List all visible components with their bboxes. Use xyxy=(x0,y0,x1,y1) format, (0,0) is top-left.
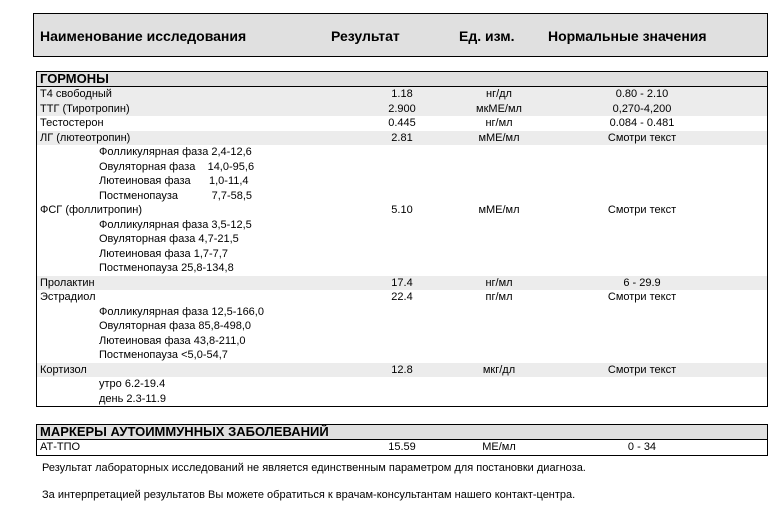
reference-row xyxy=(37,218,767,233)
table-row xyxy=(37,276,767,291)
reference-row xyxy=(37,247,767,262)
reference-row xyxy=(37,334,767,349)
section-title: ГОРМОНЫ xyxy=(37,72,767,87)
reference-range: утро 6.2-19.4 xyxy=(99,378,166,390)
hormones-rows xyxy=(37,87,767,406)
reference-range: Овуляторная фаза 14,0-95,6 xyxy=(99,160,255,173)
reference-range: Лютеиновая фаза 1,0-11,4 xyxy=(99,175,249,187)
test-result: 0.445 xyxy=(388,117,416,129)
reference-range: Лютеиновая фаза 1,7-7,7 xyxy=(99,247,228,260)
header-unit: Ед. изм. xyxy=(459,28,515,44)
test-name: Т4 свободный xyxy=(40,88,112,100)
reference-range: Фолликулярная фаза 2,4-12,6 xyxy=(99,146,252,158)
table-row xyxy=(37,440,767,455)
test-name: ЛГ (лютеотропин) xyxy=(40,131,131,144)
reference-row xyxy=(37,232,767,247)
test-unit: мкг/дл xyxy=(482,363,516,376)
table-row xyxy=(37,290,767,305)
hormones-section xyxy=(36,71,768,407)
test-result: 2.900 xyxy=(388,102,416,115)
table-row xyxy=(37,87,767,102)
reference-range: Фолликулярная фаза 3,5-12,5 xyxy=(99,218,252,231)
table-row xyxy=(37,116,767,131)
header-result: Результат xyxy=(331,28,400,44)
test-norm: 0.084 - 0.481 xyxy=(609,117,675,129)
header-name: Наименование исследования xyxy=(40,28,247,44)
test-name: Пролактин xyxy=(40,276,95,289)
test-unit: МЕ/мл xyxy=(482,441,516,453)
test-name: ФСГ (фоллитропин) xyxy=(40,204,143,216)
test-result: 1.18 xyxy=(391,88,413,100)
test-result: 2.81 xyxy=(391,131,413,144)
test-unit: мМЕ/мл xyxy=(478,204,520,216)
test-name: Кортизол xyxy=(40,363,87,376)
test-unit: нг/мл xyxy=(485,117,513,129)
test-name: ТТГ (Тиротропин) xyxy=(40,102,130,115)
autoimmune-rows xyxy=(37,440,767,455)
reference-row xyxy=(37,348,767,363)
reference-row xyxy=(37,392,767,407)
test-norm: Смотри текст xyxy=(607,204,677,216)
test-result: 5.10 xyxy=(391,204,413,216)
test-unit: мМЕ/мл xyxy=(478,131,520,144)
test-norm: 0.80 - 2.10 xyxy=(615,88,669,100)
header-norm: Нормальные значения xyxy=(548,28,707,44)
reference-row xyxy=(37,377,767,392)
reference-row xyxy=(37,305,767,320)
test-result: 15.59 xyxy=(388,441,416,453)
reference-range: Овуляторная фаза 85,8-498,0 xyxy=(99,320,252,332)
test-norm: Смотри текст xyxy=(607,363,677,376)
test-norm: Смотри текст xyxy=(607,131,677,144)
test-unit: нг/мл xyxy=(485,276,513,289)
reference-row xyxy=(37,145,767,160)
table-header xyxy=(33,13,768,57)
table-row xyxy=(37,363,767,378)
reference-row xyxy=(37,160,767,175)
reference-range: Овуляторная фаза 4,7-21,5 xyxy=(99,233,239,245)
reference-range: Лютеиновая фаза 43,8-211,0 xyxy=(99,334,246,347)
reference-row xyxy=(37,189,767,204)
table-row xyxy=(37,203,767,218)
reference-range: Фолликулярная фаза 12,5-166,0 xyxy=(99,305,264,318)
test-unit: пг/мл xyxy=(485,291,513,303)
test-norm: 6 - 29.9 xyxy=(623,276,661,289)
test-result: 17.4 xyxy=(391,276,413,289)
test-result: 22.4 xyxy=(391,291,413,303)
table-row xyxy=(37,102,767,117)
autoimmune-section xyxy=(36,424,768,456)
reference-row xyxy=(37,261,767,276)
table-row xyxy=(37,131,767,146)
reference-range: Постменопауза 7,7-58,5 xyxy=(99,189,253,202)
disclaimer-note: Результат лабораторных исследований не является единственным параметром для постановки диагноза. xyxy=(42,462,586,474)
test-name: Тестостерон xyxy=(40,117,104,129)
test-name: Эстрадиол xyxy=(40,291,96,303)
reference-row xyxy=(37,174,767,189)
test-unit: нг/дл xyxy=(486,88,512,100)
reference-row xyxy=(37,319,767,334)
test-result: 12.8 xyxy=(391,363,413,376)
reference-range: день 2.3-11.9 xyxy=(99,392,166,405)
test-norm: Смотри текст xyxy=(607,291,677,303)
reference-range: Постменопауза 25,8-134,8 xyxy=(99,262,234,274)
reference-range: Постменопауза <5,0-54,7 xyxy=(99,349,228,361)
test-norm: 0 - 34 xyxy=(627,441,657,453)
contact-note: За интерпретацией результатов Вы можете обратиться к врачам-консультантам нашего контакт-центра. xyxy=(42,489,576,501)
section-title: МАРКЕРЫ АУТОИММУННЫХ ЗАБОЛЕВАНИЙ xyxy=(37,425,767,440)
test-norm: 0,270-4,200 xyxy=(612,102,672,115)
test-unit: мкМЕ/мл xyxy=(476,102,522,115)
test-name: АТ-ТПО xyxy=(40,441,81,453)
